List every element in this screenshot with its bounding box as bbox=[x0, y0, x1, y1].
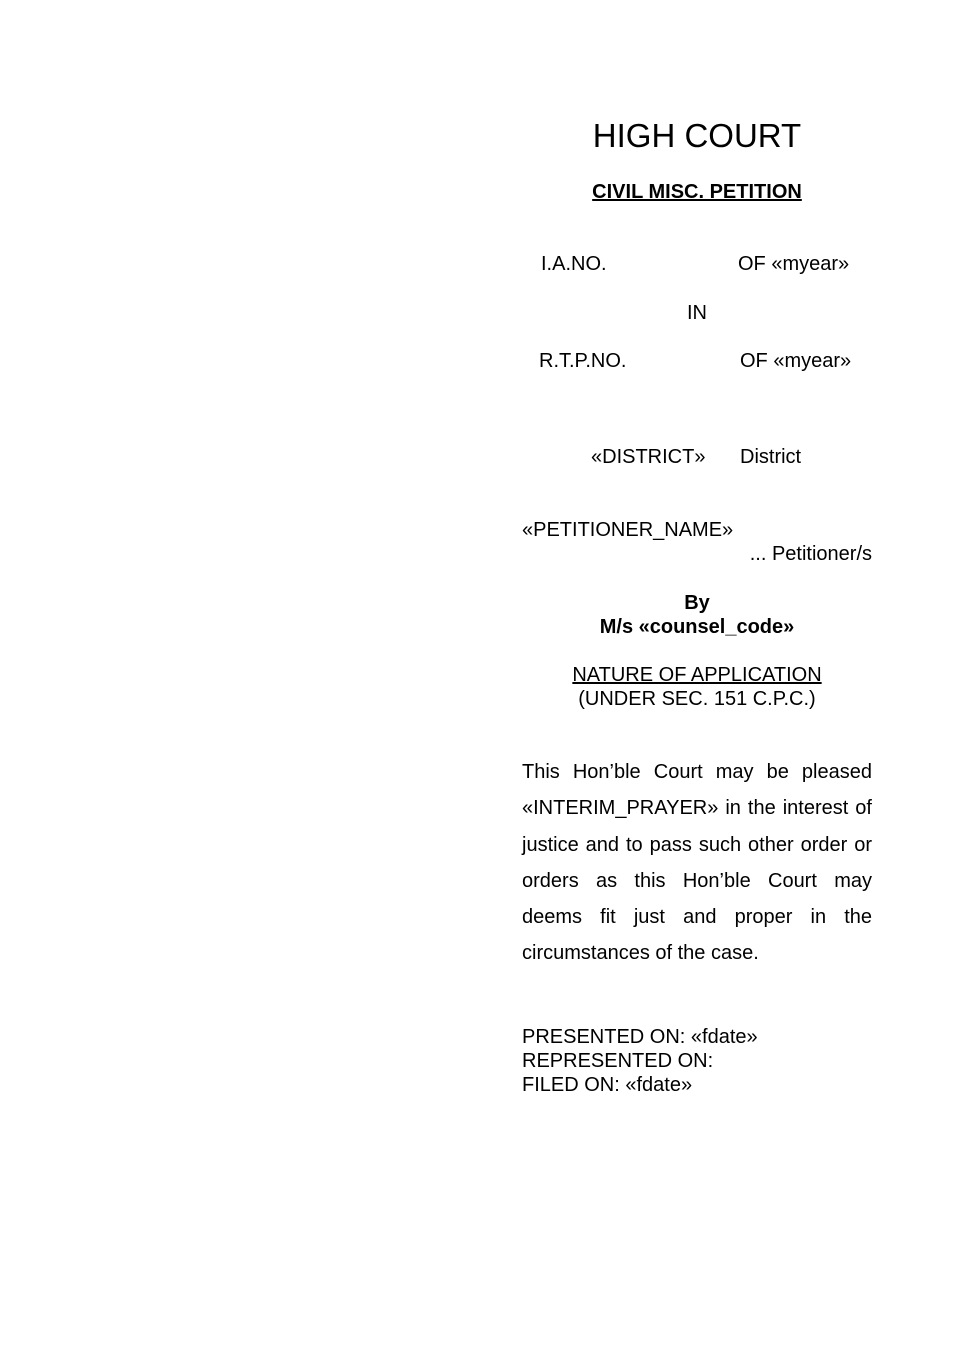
filed-on: FILED ON: «fdate» bbox=[522, 1074, 693, 1096]
prayer-paragraph: This Hon’ble Court may be pleased «INTERIM_PRAYER» in the interest of justice and to pass such other order or orders as this Hon’ble Court may deems fit just and proper in the circumstances of the case. bbox=[522, 761, 872, 965]
ia-year: OF «myear» bbox=[738, 253, 850, 275]
presented-on: PRESENTED ON: «fdate» bbox=[522, 1026, 758, 1048]
court-title: HIGH COURT bbox=[592, 117, 802, 154]
ia-number-label: I.A.NO. bbox=[541, 253, 607, 275]
district-suffix: District bbox=[740, 446, 802, 468]
rtp-year: OF «myear» bbox=[740, 350, 852, 372]
petitioner-name: «PETITIONER_NAME» bbox=[522, 519, 734, 541]
represented-on: REPRESENTED ON: bbox=[522, 1050, 714, 1072]
counsel-by: By bbox=[684, 592, 710, 614]
petition-type-heading: CIVIL MISC. PETITION bbox=[592, 181, 802, 203]
application-section: (UNDER SEC. 151 C.P.C.) bbox=[578, 688, 816, 710]
nature-of-application-heading: NATURE OF APPLICATION bbox=[572, 664, 822, 686]
counsel-name: M/s «counsel_code» bbox=[599, 616, 795, 638]
in-connector: IN bbox=[687, 302, 707, 324]
rtp-number-label: R.T.P.NO. bbox=[539, 350, 627, 372]
district-name: «DISTRICT» bbox=[591, 446, 706, 468]
petitioner-role: ... Petitioner/s bbox=[749, 543, 872, 565]
